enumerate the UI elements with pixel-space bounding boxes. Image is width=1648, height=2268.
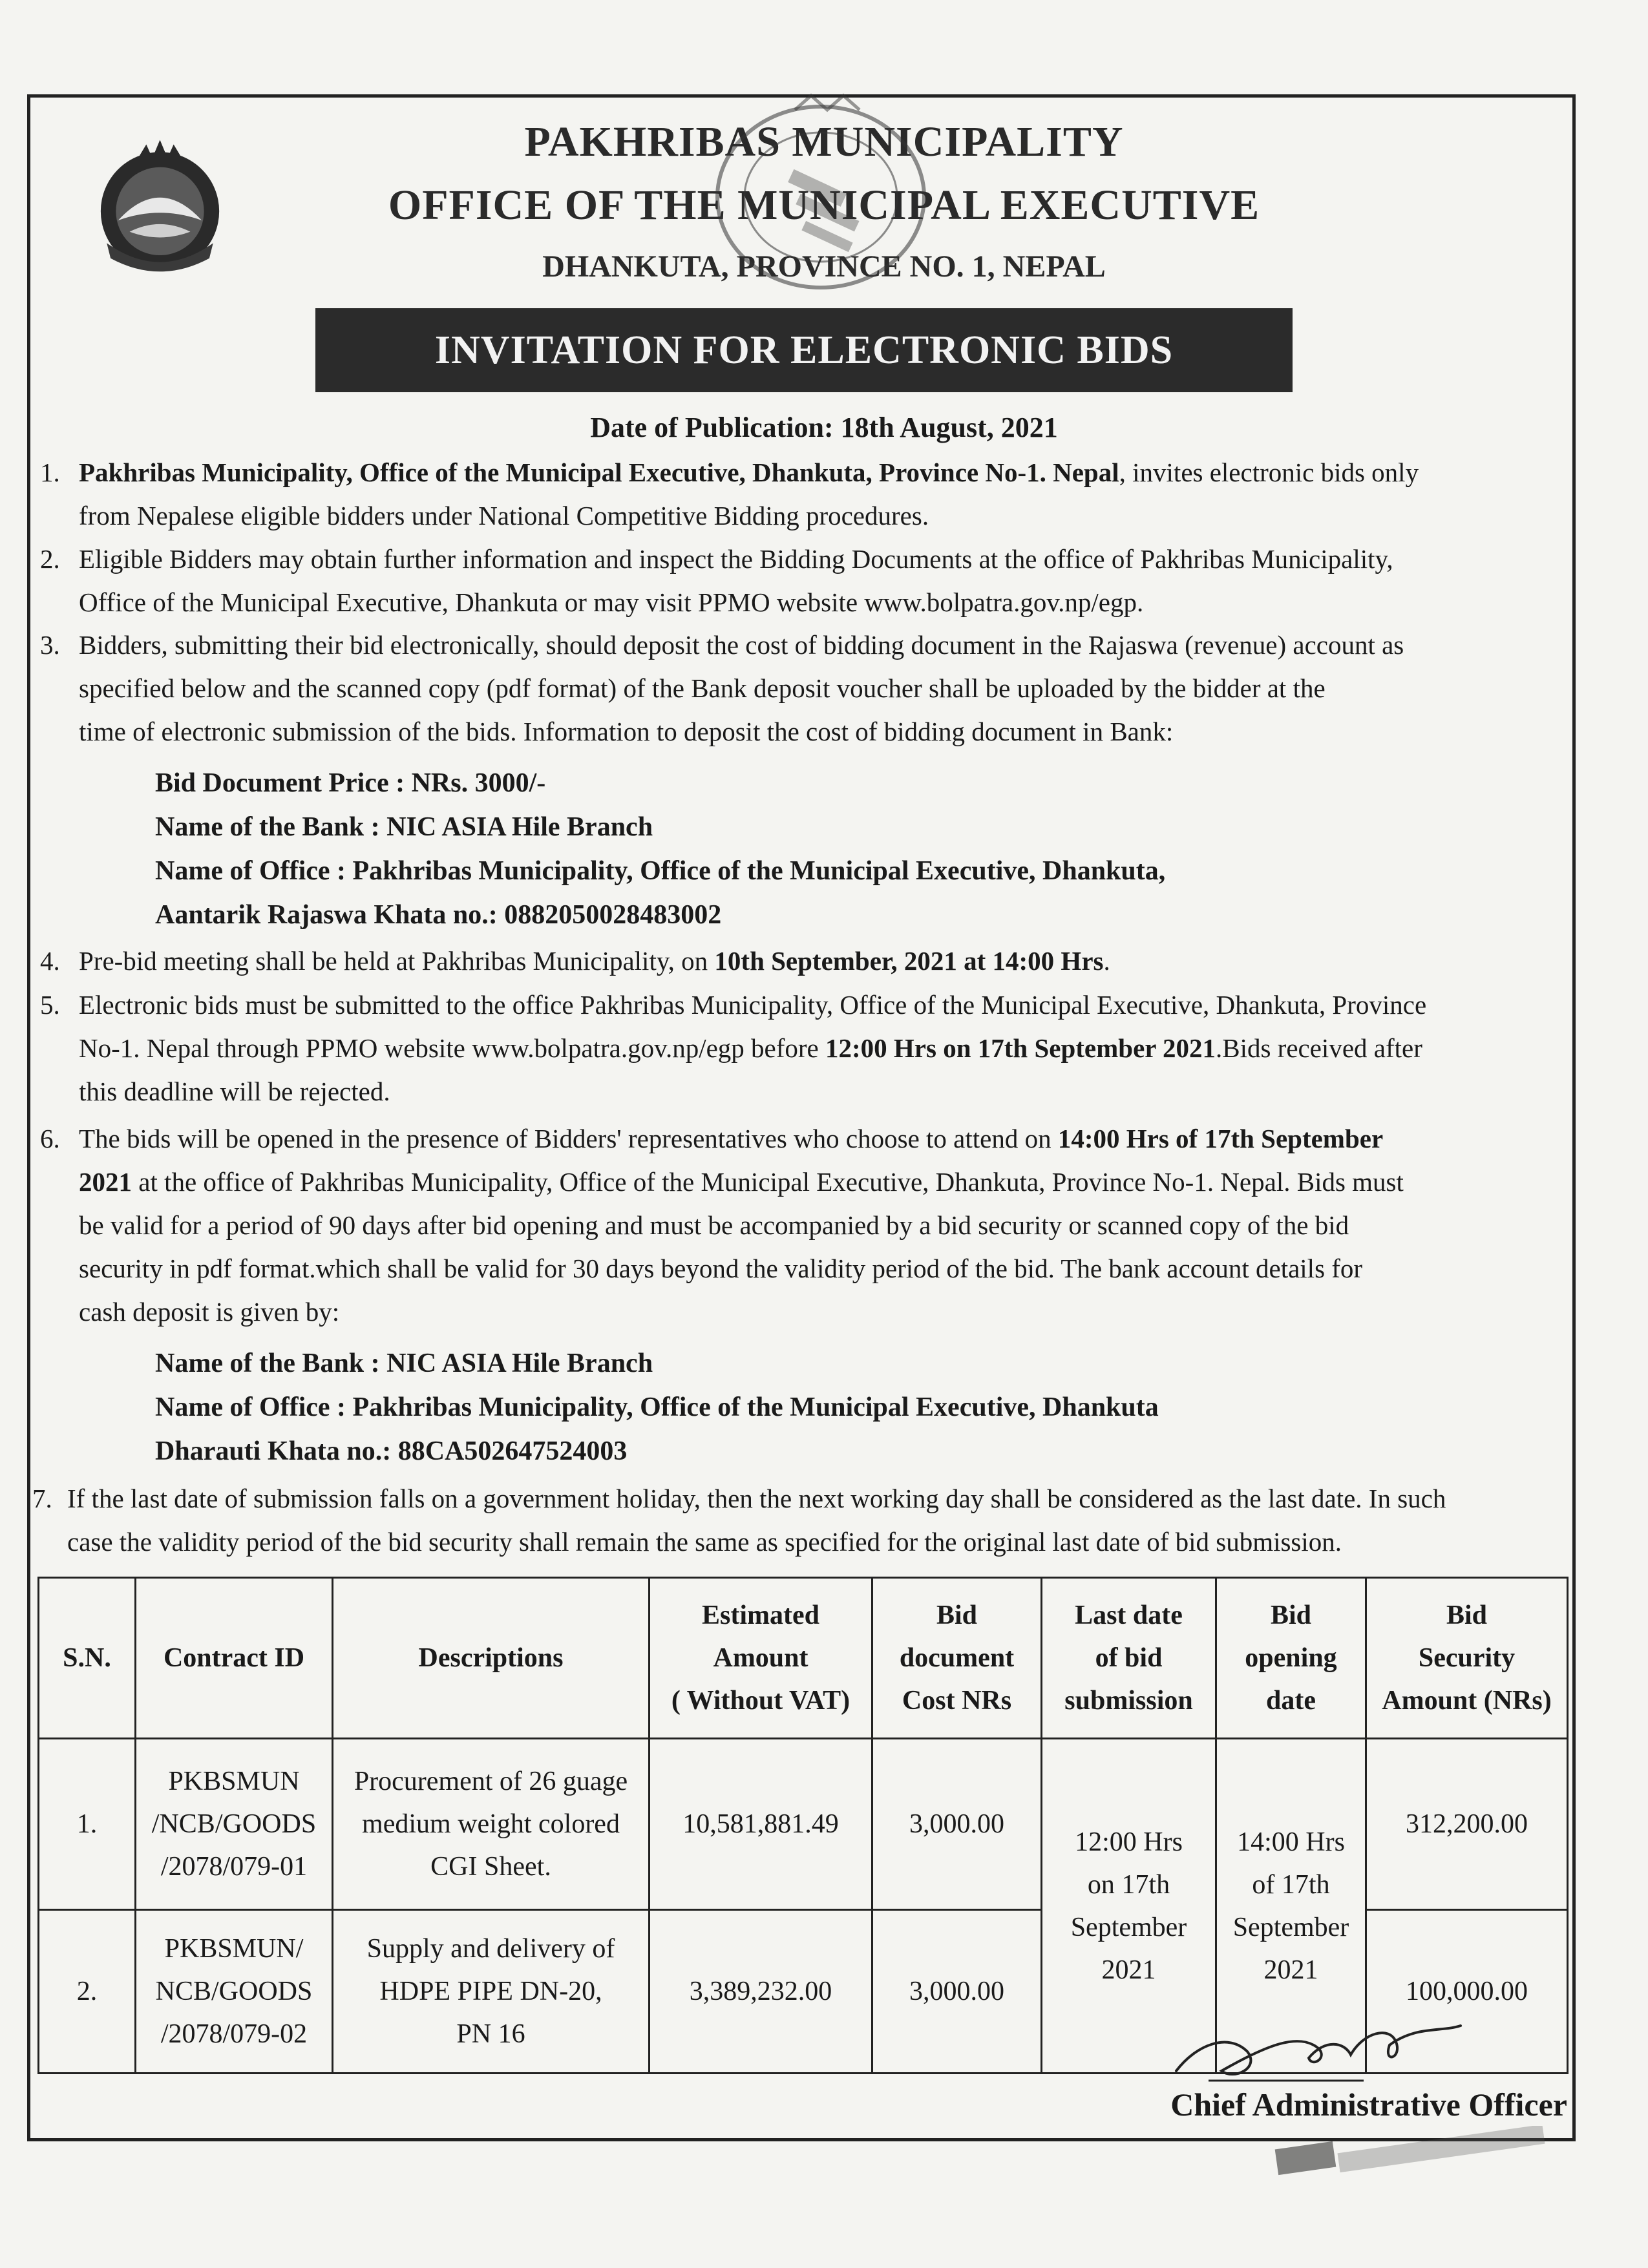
cell-line: Contract ID (163, 1643, 305, 1673)
text-run: cash deposit is given by: (79, 1297, 340, 1327)
text-line (79, 1290, 1569, 1334)
text-line (79, 451, 1569, 494)
document-cost: 3,000.00 (872, 1910, 1042, 2074)
text-run: If the last date of submission falls on a government holiday, then the next working day shall be considered as the last date. In such (67, 1484, 1446, 1513)
text-line (79, 1070, 1569, 1113)
clause-5 (79, 983, 1569, 1113)
text-line (79, 667, 1569, 710)
cell-line: 14:00 Hrs (1237, 1827, 1345, 1857)
text-line (79, 538, 1569, 581)
item-number: 7. (32, 1484, 52, 1513)
col-header (872, 1578, 1042, 1739)
text-line (79, 494, 1569, 538)
officer-stamp (1273, 2126, 1558, 2184)
address-line: DHANKUTA, PROVINCE NO. 1, NEPAL (542, 249, 1106, 284)
cell-line: 2021 (1101, 1955, 1156, 1985)
text-run: 10th September, 2021 at 14:00 Hrs (714, 946, 1104, 976)
cell-line: Cost NRs (902, 1686, 1012, 1716)
text-run: Eligible Bidders may obtain further information and inspect the Bidding Documents at the office of Pakhribas Municipality, (79, 544, 1393, 574)
cell-line: Procurement of 26 guage (354, 1767, 628, 1796)
item-number: 1. (40, 457, 60, 487)
text-run: .Bids received after (1215, 1033, 1422, 1063)
text-run: security in pdf format.which shall be valid for 30 days beyond the validity period of the bid. The bank account details for (79, 1254, 1363, 1283)
bid-security-amount: 100,000.00 (1366, 1910, 1568, 2074)
text-line (67, 1520, 1568, 1564)
col-header (650, 1578, 872, 1739)
cell-line: document (899, 1643, 1015, 1673)
text-run: Office of the Municipal Executive, Dhankuta or may visit PPMO website www.bolpatra.gov.np/egp. (79, 587, 1144, 617)
text-run: at the office of Pakhribas Municipality, Office of the Municipal Executive, Dhankuta, Province No-1. Nepal. Bids must (132, 1167, 1404, 1197)
text-line (79, 983, 1569, 1027)
clause-2 (79, 538, 1569, 624)
cell-line: Last date (1075, 1601, 1183, 1630)
security-account: Dharauti Khata no.: 88CA502647524003 (155, 1436, 628, 1466)
cell-line: ( Without VAT) (671, 1686, 850, 1716)
text-line (79, 1027, 1569, 1070)
bid-document-price: Bid Document Price : NRs. 3000/- (155, 768, 546, 798)
cell-line: Amount (NRs) (1382, 1686, 1552, 1716)
cell-line: Estimated (702, 1601, 819, 1630)
clause-6 (79, 1117, 1569, 1334)
office-title: OFFICE OF THE MUNICIPAL EXECUTIVE (388, 182, 1260, 229)
description (333, 1739, 650, 1910)
bank-details-2 (155, 1341, 1159, 1473)
bank-name: Name of the Bank : NIC ASIA Hile Branch (155, 1349, 653, 1378)
text-run: The bids will be opened in the presence of Bidders' representatives who choose to attend on (79, 1124, 1058, 1153)
cell-line: 2021 (1263, 1955, 1318, 1985)
cell-line: /NCB/GOODS (151, 1809, 317, 1839)
description (333, 1910, 650, 2074)
cell-line: Amount (713, 1643, 808, 1673)
col-header (1216, 1578, 1366, 1739)
publication-date: Date of Publication: 18th August, 2021 (590, 412, 1058, 443)
col-header (39, 1578, 136, 1739)
text-run: be valid for a period of 90 days after bid opening and must be accompanied by a bid security or scanned copy of the bid (79, 1210, 1349, 1240)
text-run: specified below and the scanned copy (pdf format) of the Bank deposit voucher shall be uploaded by the bidder at the (79, 673, 1326, 703)
text-line (79, 1247, 1569, 1290)
office-seal-stamp (698, 84, 944, 297)
text-run: Pakhribas Municipality, Office of the Municipal Executive, Dhankuta, Province No-1. Nepal (79, 457, 1119, 487)
text-line (79, 1160, 1569, 1204)
document-cost: 3,000.00 (872, 1739, 1042, 1910)
cell-line: CGI Sheet. (430, 1852, 551, 1882)
cell-line: September (1070, 1912, 1187, 1942)
clause-1 (79, 451, 1569, 538)
col-header (333, 1578, 650, 1739)
table-row (39, 1739, 1568, 1910)
cell-line: date (1266, 1686, 1316, 1716)
bank-details-1 (155, 761, 1165, 937)
signature-mark (1170, 2006, 1467, 2090)
cell-line: opening (1245, 1643, 1337, 1673)
cell-line: PN 16 (456, 2019, 525, 2049)
cell-line: medium weight colored (362, 1809, 620, 1839)
contract-id (136, 1739, 333, 1910)
municipality-title: PAKHRIBAS MUNICIPALITY (524, 118, 1124, 165)
cell-line: PKBSMUN/ (164, 1934, 304, 1964)
clause-3 (79, 624, 1569, 753)
text-run: Pre-bid meeting shall be held at Pakhribas Municipality, on (79, 946, 715, 976)
text-run: Bidders, submitting their bid electronically, should deposit the cost of bidding document in the Rajaswa (revenue) account as (79, 630, 1404, 660)
text-line (67, 1477, 1568, 1520)
cell-line: /2078/079-02 (160, 2019, 308, 2049)
text-run: Electronic bids must be submitted to the office Pakhribas Municipality, Office of the Municipal Executive, Dhankuta, Province (79, 990, 1427, 1020)
item-number: 4. (40, 946, 60, 976)
col-header (1366, 1578, 1568, 1739)
bid-table (37, 1577, 1569, 2074)
estimated-amount: 10,581,881.49 (650, 1739, 872, 1910)
item-number: 3. (40, 630, 60, 660)
cell-line: HDPE PIPE DN-20, (379, 1977, 602, 2006)
bank-name: Name of the Bank : NIC ASIA Hile Branch (155, 812, 653, 842)
text-line (79, 710, 1569, 753)
text-run: . (1103, 946, 1110, 976)
cell-line: Security (1418, 1643, 1516, 1673)
cell-line: PKBSMUN (168, 1767, 300, 1796)
item-number: 5. (40, 990, 60, 1020)
revenue-account: Aantarik Rajaswa Khata no.: 0882050028483002 (155, 900, 722, 930)
cell-line: Bid (1446, 1601, 1488, 1630)
col-header (136, 1578, 333, 1739)
office-name: Name of Office : Pakhribas Municipality, Office of the Municipal Executive, Dhankuta, (155, 856, 1166, 886)
clause-4 (79, 940, 1569, 983)
cell-line: Bid (936, 1601, 978, 1630)
text-run: 12:00 Hrs on 17th September 2021 (825, 1033, 1216, 1063)
text-run: 14:00 Hrs of 17th September (1057, 1124, 1384, 1153)
text-run: No-1. Nepal through PPMO website www.bolpatra.gov.np/egp before (79, 1033, 825, 1063)
text-line (79, 940, 1569, 983)
chief-administrative-officer-title: Chief Administrative Officer (1170, 2086, 1567, 2123)
item-number: 2. (40, 544, 60, 574)
estimated-amount: 3,389,232.00 (650, 1910, 872, 2074)
text-line (79, 1204, 1569, 1247)
cell-line: NCB/GOODS (155, 1977, 313, 2006)
contract-id (136, 1910, 333, 2074)
item-number: 6. (40, 1124, 60, 1153)
clause-7 (67, 1477, 1568, 1564)
serial-number: 1. (39, 1739, 136, 1910)
cell-line: Supply and delivery of (366, 1934, 615, 1964)
invitation-banner: INVITATION FOR ELECTRONIC BIDS (315, 308, 1293, 392)
text-run: from Nepalese eligible bidders under National Competitive Bidding procedures. (79, 501, 929, 530)
text-run: time of electronic submission of the bids. Information to deposit the cost of bidding document in Bank: (79, 717, 1174, 746)
table-header-row (39, 1578, 1568, 1739)
cell-line: Bid (1270, 1601, 1312, 1630)
text-run: this deadline will be rejected. (79, 1076, 390, 1106)
office-name: Name of Office : Pakhribas Municipality, Office of the Municipal Executive, Dhankuta (155, 1392, 1159, 1422)
text-line (79, 581, 1569, 624)
cell-line: of bid (1095, 1643, 1163, 1673)
cell-line: S.N. (63, 1643, 111, 1673)
cell-line: Descriptions (418, 1643, 564, 1673)
cell-line: /2078/079-01 (160, 1852, 308, 1882)
col-header (1042, 1578, 1216, 1739)
cell-line: 12:00 Hrs (1075, 1827, 1183, 1857)
serial-number: 2. (39, 1910, 136, 2074)
text-run: , invites electronic bids only (1119, 457, 1419, 487)
text-run: case the validity period of the bid security shall remain the same as specified for the original last date of bid submission. (67, 1527, 1342, 1557)
bid-security-amount: 312,200.00 (1366, 1739, 1568, 1910)
cell-line: September (1232, 1912, 1349, 1942)
text-line (79, 624, 1569, 667)
cell-line: of 17th (1252, 1869, 1330, 1900)
cell-line: on 17th (1087, 1869, 1170, 1900)
text-line (79, 1117, 1569, 1160)
cell-line: submission (1064, 1686, 1193, 1716)
text-run: 2021 (79, 1167, 132, 1197)
